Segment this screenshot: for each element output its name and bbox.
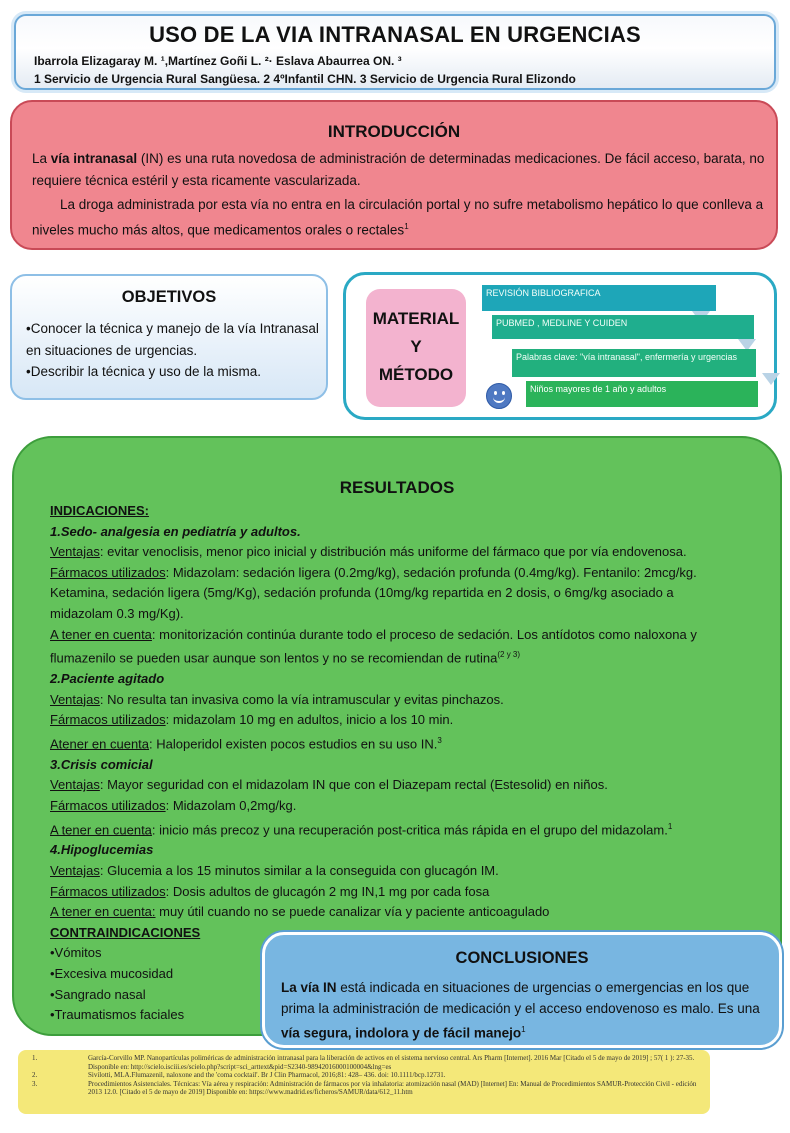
method-step-1: REVISIÓN BIBLIOGRAFICA bbox=[482, 285, 716, 311]
objetivo-item: •Describir la técnica y uso de la misma. bbox=[26, 364, 262, 379]
conclusion-bold: vía segura, indolora y de fácil manejo bbox=[281, 1025, 522, 1041]
field-label: Ventajas bbox=[50, 777, 100, 793]
reference-text: García-Corvillo MP. Nanopartículas poliméricas de administración intranasal para la liberación de activos en el sistema nervioso central. Ars Pharm [Internet]. 2016 Mar [Citado el 5 de mayo de 2019] ; 57( 1 ): 27-35. Disponible en: http://scielo.isciii.es/scielo.php?script=sci_arttext&pid=S2340-98942016000100004&lng=es bbox=[88, 1054, 695, 1071]
ventajas-line bbox=[50, 542, 780, 563]
reference-item bbox=[26, 1080, 702, 1097]
contraindicacion-item: •Traumatismos faciales bbox=[50, 1007, 185, 1023]
subsection-title: 2.Paciente agitado bbox=[50, 671, 165, 687]
contraindicacion-item: •Excesiva mucosidad bbox=[50, 966, 174, 982]
reference-item bbox=[26, 1054, 702, 1071]
field-label: A tener en cuenta bbox=[50, 821, 152, 837]
farmacos-line bbox=[50, 882, 780, 903]
label-line: MATERIAL bbox=[372, 309, 460, 328]
field-text: : Midazolam 0,2mg/kg. bbox=[165, 797, 297, 813]
references-box bbox=[18, 1050, 710, 1114]
field-text: : Glucemia a los 15 minutos similar a la conseguida con glucagón IM. bbox=[99, 863, 499, 879]
authors-line: Ibarrola Elizagaray M. ¹,Martínez Goñi L. ²· Eslava Abaurrea ON. ³ bbox=[34, 54, 402, 68]
field-text: : Dosis adultos de glucagón 2 mg IN,1 mg por cada fosa bbox=[165, 883, 490, 899]
tener-line bbox=[50, 817, 780, 841]
tener-line bbox=[50, 645, 780, 669]
method-step-2: PUBMED , MEDLINE Y CUIDEN bbox=[492, 315, 754, 339]
field-label: Fármacos utilizados bbox=[50, 797, 166, 813]
material-metodo-section bbox=[343, 272, 777, 420]
method-step-3: Palabras clave: "vía intranasal", enfermería y urgencias bbox=[512, 349, 756, 377]
subsection-title: 1.Sedo- analgesia en pediatría y adultos. bbox=[50, 523, 301, 539]
field-label: A tener en cuenta bbox=[50, 626, 152, 642]
citation-sup: (2 y 3) bbox=[497, 650, 521, 660]
subsection-title: 4.Hipoglucemias bbox=[50, 842, 154, 858]
field-text: : Mayor seguridad con el midazolam IN que con el Diazepam rectal (Estesolid) en niños. bbox=[99, 777, 608, 793]
field-text: : evitar venoclisis, menor pico inicial y distribución más uniforme del fármaco que por vía endovenosa. bbox=[99, 544, 687, 560]
field-label: Ventajas bbox=[50, 544, 100, 560]
reference-number: 2. bbox=[32, 1071, 38, 1080]
field-text: : inicio más precoz y una recuperación post-critica más rápida en el grupo del midazolam. bbox=[151, 821, 668, 837]
intro-text: (IN) es una ruta novedosa de administración de determinadas medicaciones. De fácil acceso, barata, no requiere técnica estéril y esta ricamente vascularizada. bbox=[32, 151, 765, 188]
material-metodo-label bbox=[366, 289, 466, 407]
objetivos-list bbox=[26, 318, 324, 383]
citation-sup: 1 bbox=[667, 821, 673, 831]
field-text: flumazenilo se pueden usar aunque son lentos y no se recomiendan de rutina bbox=[50, 650, 498, 666]
ventajas-line bbox=[50, 775, 780, 796]
field-text: muy útil cuando no se puede canalizar vía y paciente anticoagulado bbox=[155, 904, 550, 920]
field-text: : monitorización continúa durante todo el proceso de sedación. Los antídotos como naloxona y bbox=[151, 626, 697, 642]
conclusiones-title: CONCLUSIONES bbox=[455, 949, 589, 967]
field-label: Atener en cuenta bbox=[50, 736, 150, 752]
label-line: MÉTODO bbox=[378, 365, 454, 384]
conclusiones-section bbox=[262, 932, 782, 1048]
reference-text: Procedimientos Asistenciales. Técnicas: Vía aérea y respiración: Administración de fármacos por vía inhalatoria: atomización nasal (MAD) [Internet] En: Manual de Procedimientos SAMUR-Protección Civil - edición 2013 12.0. [Citado el 5 de mayo de 2019] Disponible en: https://www.madrid.es/ficheros/SAMUR/data/612_11.htm bbox=[88, 1079, 697, 1097]
reference-number: 1. bbox=[32, 1054, 38, 1062]
contraindicacion-item: •Sangrado nasal bbox=[50, 986, 146, 1002]
intro-text: La droga administrada por esta vía no entra en la circulación portal y no sufre metabolismo hepático lo que conlleva a niveles mucho más altos, que medicamentos orales o rectales bbox=[32, 197, 764, 238]
ventajas-line bbox=[50, 690, 780, 711]
citation-sup: 1 bbox=[404, 222, 409, 231]
method-step-4: Niños mayores de 1 año y adultos bbox=[526, 381, 758, 407]
conclusiones-body bbox=[281, 977, 775, 1044]
reference-number: 3. bbox=[32, 1079, 38, 1088]
field-text: : No resulta tan invasiva como la vía intramuscular y evitas pinchazos. bbox=[99, 691, 504, 707]
field-label: Fármacos utilizados bbox=[50, 712, 166, 728]
intro-bold: vía intranasal bbox=[50, 151, 138, 166]
contraindicaciones-heading: CONTRAINDICACIONES bbox=[50, 924, 201, 940]
tener-line bbox=[50, 731, 780, 755]
field-text: : Haloperidol existen pocos estudios en su uso IN. bbox=[149, 736, 438, 752]
objetivos-section bbox=[10, 274, 328, 400]
reference-item bbox=[26, 1071, 702, 1080]
indicaciones-heading: INDICACIONES: bbox=[50, 503, 149, 518]
intro-paragraph-2 bbox=[32, 194, 768, 242]
introduccion-title: INTRODUCCIÓN bbox=[327, 122, 461, 141]
poster-header bbox=[14, 14, 776, 90]
farmacos-line bbox=[50, 563, 780, 584]
field-label: Fármacos utilizados bbox=[50, 564, 166, 580]
introduccion-section bbox=[10, 100, 778, 250]
farmacos-line: midazolam 0.3 mg/Kg). bbox=[50, 605, 184, 621]
farmacos-line: Ketamina, sedación ligera (5mg/Kg), sedación profunda (10mg/kg repartida en 2 dosis, o 6mg/kg asociado a bbox=[50, 585, 674, 601]
citation-sup: 1 bbox=[521, 1025, 526, 1034]
reference-text: Sivilotti, MLA.Flumazenil, naloxone and the 'coma cocktail'. Br J Clin Pharmacol, 2016;81: 428– 436. doi: 10.1111/bcp.12731. bbox=[88, 1071, 446, 1080]
objetivos-title: OBJETIVOS bbox=[121, 288, 217, 306]
field-label: A tener en cuenta: bbox=[50, 904, 156, 920]
contraindicacion-item: •Vómitos bbox=[50, 945, 102, 961]
conclusion-bold: La vía IN bbox=[281, 980, 337, 995]
resultados-title: RESULTADOS bbox=[339, 478, 455, 497]
label-line: Y bbox=[410, 337, 422, 356]
intro-text: La bbox=[32, 151, 51, 166]
smiley-face-icon bbox=[486, 383, 512, 409]
arrow-down-icon bbox=[762, 373, 780, 385]
poster-title: USO DE LA VIA INTRANASAL EN URGENCIAS bbox=[149, 22, 641, 47]
citation-sup: 3 bbox=[437, 735, 442, 745]
conclusion-text: está indicada en situaciones de urgencias o emergencias en los que prima la administración de medicación y el acceso endovenoso es malo. Es una bbox=[281, 980, 760, 1016]
farmacos-line bbox=[50, 796, 780, 817]
intro-paragraph-1 bbox=[32, 148, 768, 192]
affiliations-line: 1 Servicio de Urgencia Rural Sangüesa. 2 4ºInfantil CHN. 3 Servicio de Urgencia Rural Elizondo bbox=[34, 72, 576, 86]
field-text: : midazolam 10 mg en adultos, inicio a los 10 min. bbox=[165, 712, 454, 728]
subsection-title: 3.Crisis comicial bbox=[50, 756, 153, 772]
field-label: Fármacos utilizados bbox=[50, 883, 166, 899]
field-label: Ventajas bbox=[50, 691, 100, 707]
farmacos-line bbox=[50, 710, 780, 731]
introduccion-body bbox=[32, 148, 768, 242]
field-label: Ventajas bbox=[50, 863, 100, 879]
tener-line bbox=[50, 902, 780, 923]
objetivo-item: •Conocer la técnica y manejo de la vía Intranasal en situaciones de urgencias. bbox=[26, 321, 319, 358]
tener-line bbox=[50, 625, 780, 646]
field-text: : Midazolam: sedación ligera (0.2mg/kg), sedación profunda (0.4mg/kg). Fentanilo: 2mcg/kg. bbox=[165, 564, 697, 580]
ventajas-line bbox=[50, 861, 780, 882]
